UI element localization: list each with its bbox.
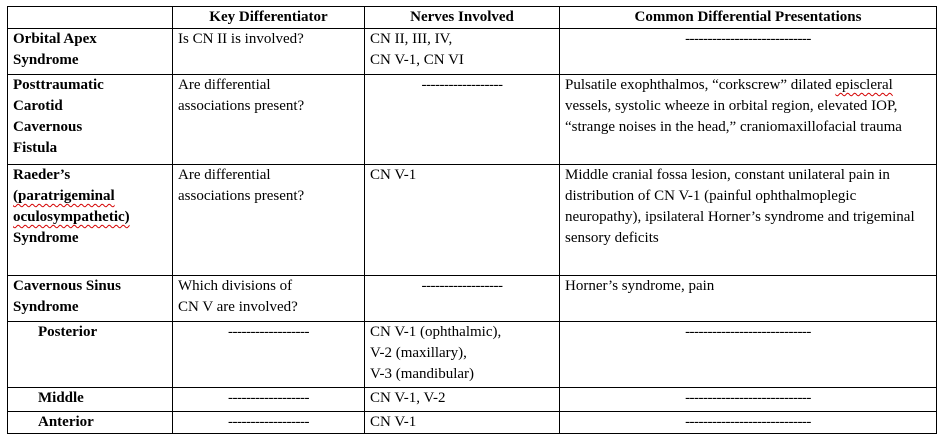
header-nerves-involved: Nerves Involved: [365, 7, 560, 29]
cell-presentations: [560, 75, 937, 165]
header-row: [8, 7, 937, 29]
row-label-carotid-cavernous-fistula: Posttraumatic Carotid Cavernous Fistula: [8, 75, 173, 165]
table-row: [8, 165, 937, 276]
dash-placeholder: ----------------------------: [685, 414, 811, 430]
row-label-raeders-syndrome: [8, 165, 173, 276]
presentation-text: vessels, systolic wheeze in orbital region, elevated IOP, “strange noises in the head,” craniomaxillofacial trauma: [565, 98, 902, 135]
table-row: [8, 29, 937, 75]
row-label-posterior: Posterior: [8, 322, 173, 388]
cell-nerves: CN II, III, IV, CN V-1, CN VI: [365, 29, 560, 75]
dash-placeholder: ------------------: [228, 324, 309, 340]
cell-key: Is CN II is involved?: [173, 29, 365, 75]
table-container: [7, 6, 937, 434]
cell-presentations: [560, 412, 937, 434]
table-row: [8, 388, 937, 412]
label-line: Syndrome: [13, 230, 79, 246]
cell-presentations: Middle cranial fossa lesion, constant unilateral pain in distribution of CN V-1 (painful ophthalmoplegic neuropathy), ipsilateral Horner’s syndrome and trigeminal sensory deficits: [560, 165, 937, 276]
cell-key: Are differential associations present?: [173, 75, 365, 165]
header-key-differentiator: Key Differentiator: [173, 7, 365, 29]
header-corner: [8, 7, 173, 29]
dash-placeholder: ------------------: [228, 390, 309, 406]
cell-nerves: CN V-1: [365, 165, 560, 276]
cell-presentations: [560, 388, 937, 412]
spellcheck-word: episcleral: [835, 77, 893, 93]
dash-placeholder: ------------------: [421, 77, 503, 93]
table-row: [8, 75, 937, 165]
table-row: [8, 322, 937, 388]
header-presentations: Common Differential Presentations: [560, 7, 937, 29]
cell-nerves: CN V-1: [365, 412, 560, 434]
cell-key: [173, 412, 365, 434]
cell-nerves: [365, 75, 560, 165]
cell-key: [173, 388, 365, 412]
label-line: Raeder’s: [13, 167, 71, 183]
cell-key: Are differential associations present?: [173, 165, 365, 276]
presentation-text: Pulsatile exophthalmos, “corkscrew” dilated: [565, 77, 836, 93]
label-line: (paratrigeminal: [13, 188, 115, 204]
dash-placeholder: ----------------------------: [685, 390, 811, 406]
row-label-orbital-apex: Orbital Apex Syndrome: [8, 29, 173, 75]
row-label-middle: Middle: [8, 388, 173, 412]
cell-nerves: CN V-1 (ophthalmic), V-2 (maxillary), V-3 (mandibular): [365, 322, 560, 388]
row-label-anterior: Anterior: [8, 412, 173, 434]
cell-nerves: [365, 276, 560, 322]
dash-placeholder: ----------------------------: [685, 324, 811, 340]
differential-table: [7, 6, 937, 434]
cell-presentations: [560, 322, 937, 388]
cell-presentations: Horner’s syndrome, pain: [560, 276, 937, 322]
row-label-cavernous-sinus: Cavernous Sinus Syndrome: [8, 276, 173, 322]
table-row: [8, 412, 937, 434]
cell-key: [173, 322, 365, 388]
table-row: [8, 276, 937, 322]
cell-nerves: CN V-1, V-2: [365, 388, 560, 412]
dash-placeholder: ------------------: [421, 278, 503, 294]
label-line: oculosympathetic): [13, 209, 130, 225]
dash-placeholder: ------------------: [228, 414, 309, 430]
cell-key: Which divisions of CN V are involved?: [173, 276, 365, 322]
cell-presentations: [560, 29, 937, 75]
dash-placeholder: ----------------------------: [685, 31, 811, 47]
